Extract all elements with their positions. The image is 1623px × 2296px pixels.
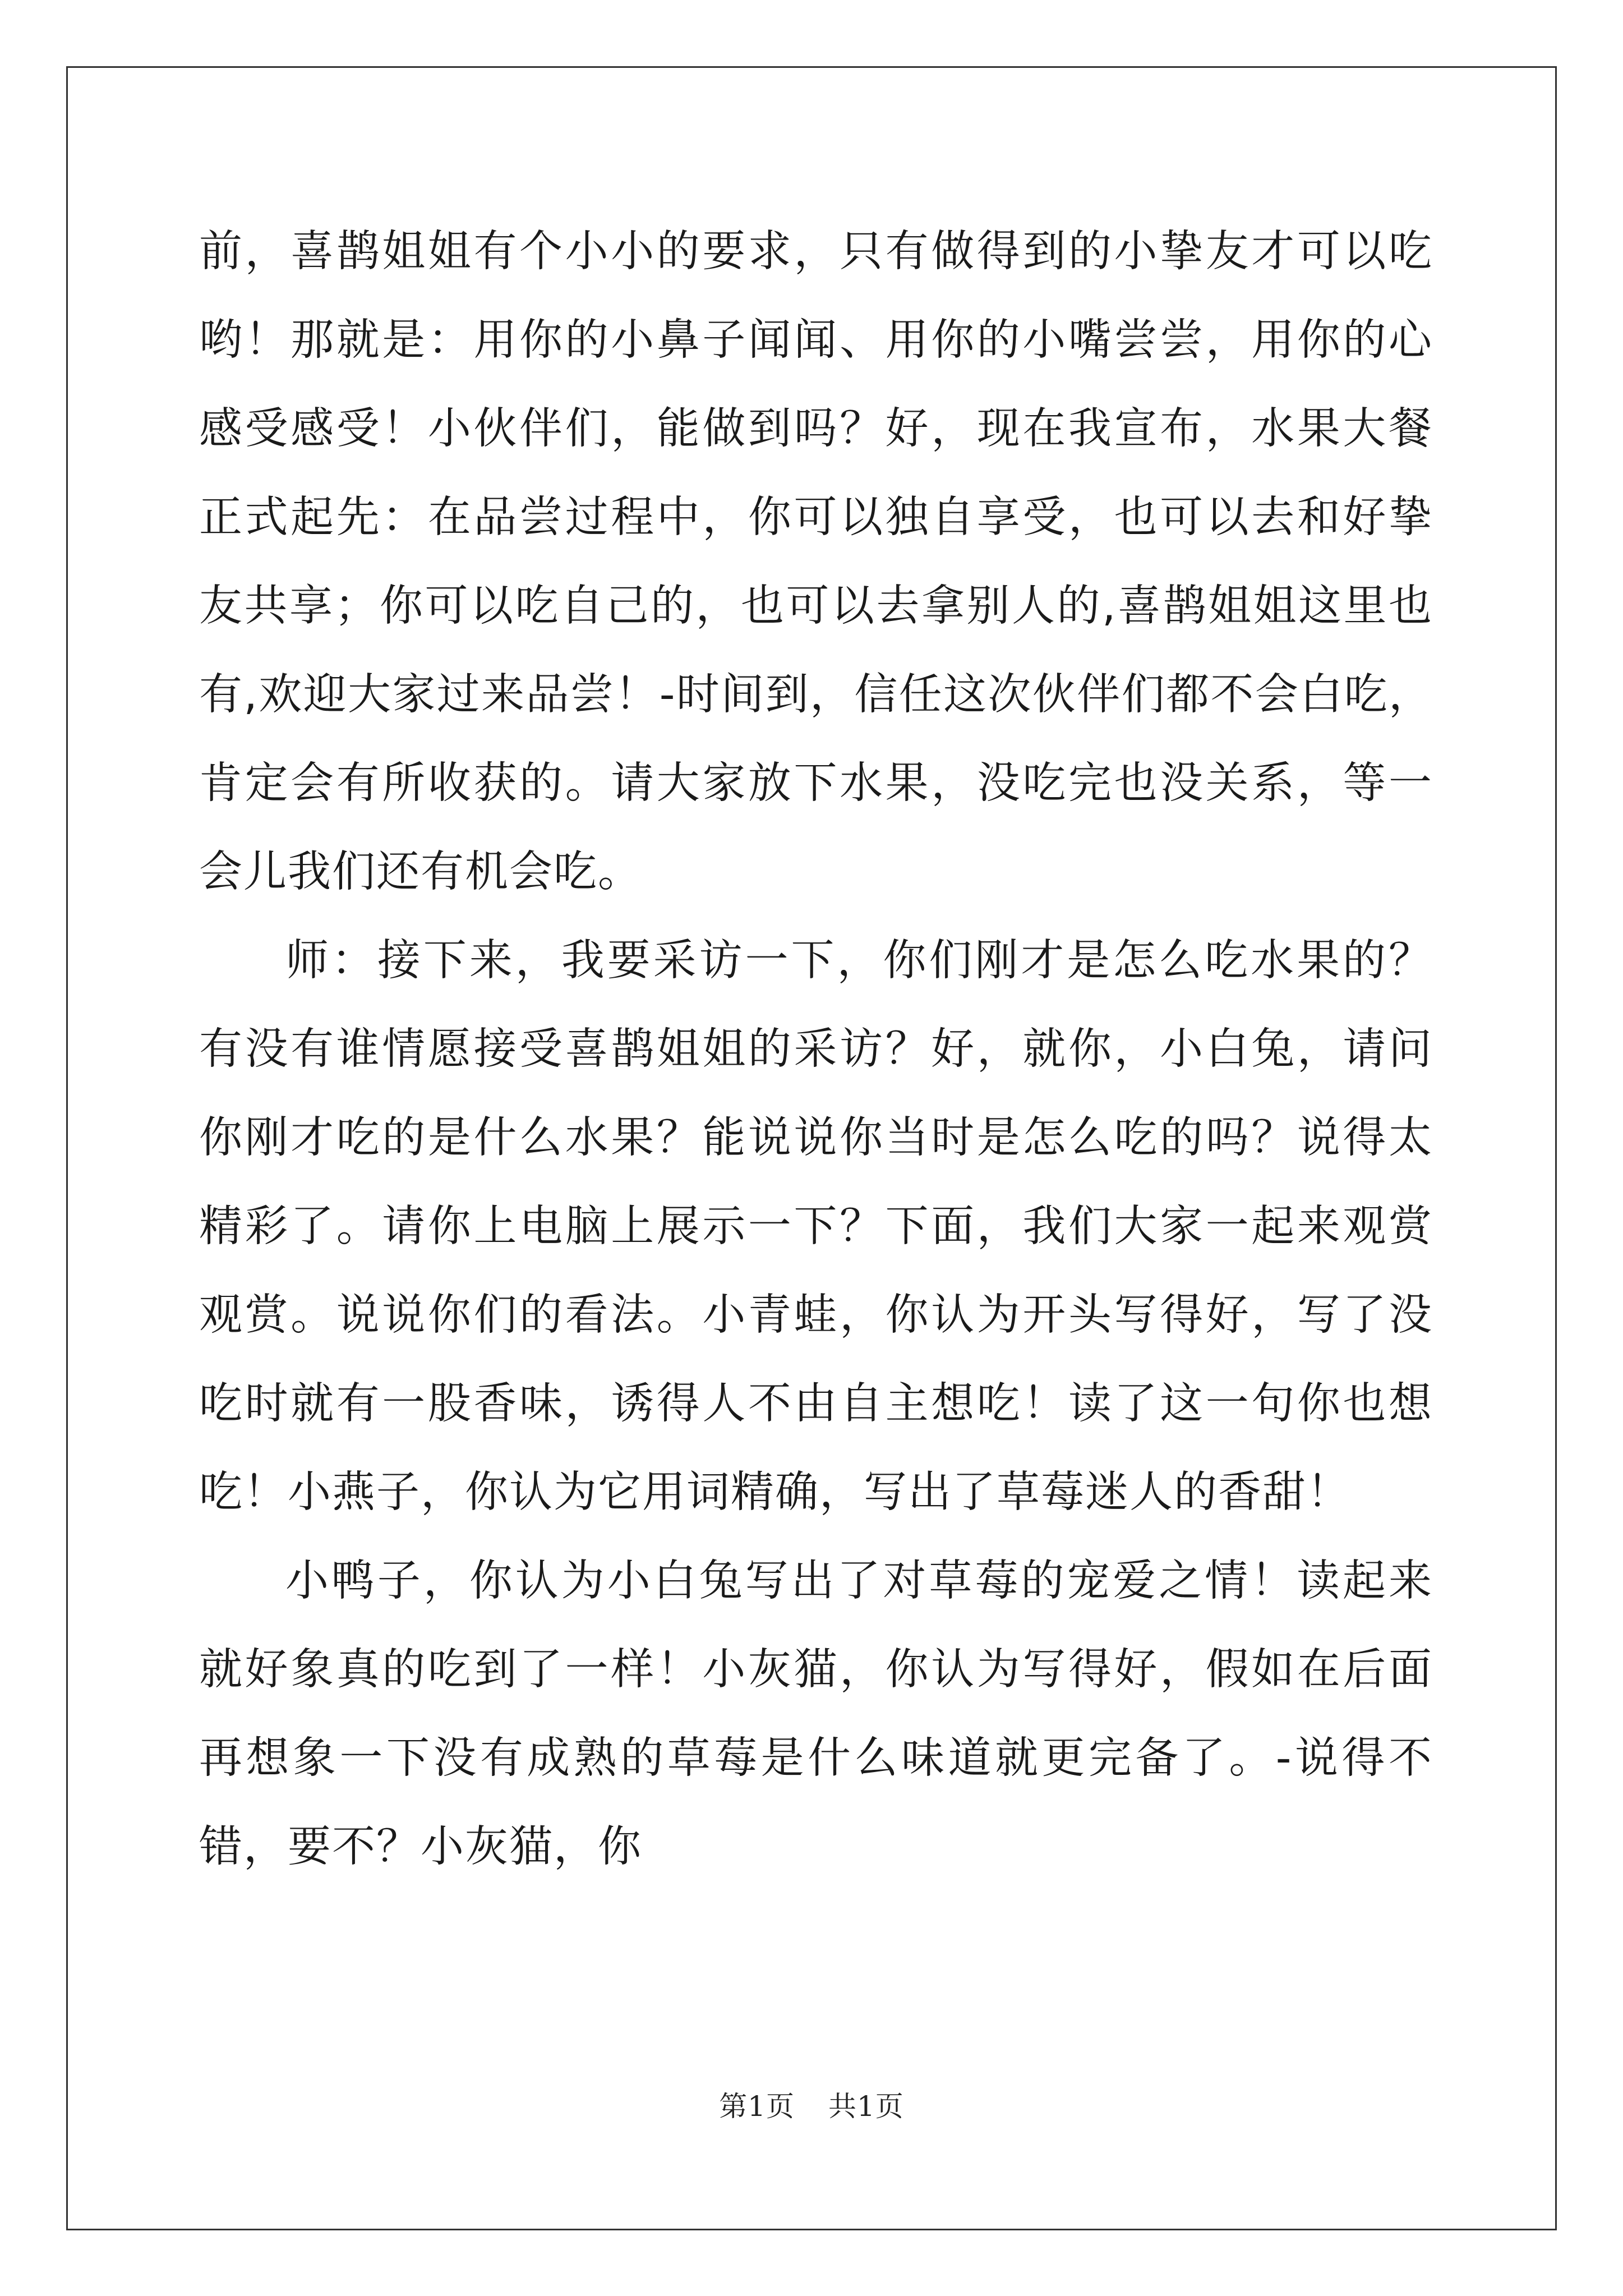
paragraph-2: 师：接下来，我要采访一下，你们刚才是怎么吃水果的？有没有谁情愿接受喜鹊姐姐的采访？好，就你，小白兔，请问你刚才吃的是什么水果？能说说你当时是怎么吃的吗？说得太精彩了。请你上电脑上展示一下？下面，我们大家一起来观赏观赏。说说你们的看法。小青蛙，你认为开头写得好，写了没吃时就有一股香味，诱得人不由自主想吃！读了这一句你也想吃！小燕子，你认为它用词精确，写出了草莓迷人的香甜！	[199, 936, 1433, 1517]
page-number: 第1页	[719, 2090, 795, 2123]
paragraph-1: 前，喜鹊姐姐有个小小的要求，只有做得到的小挚友才可以吃哟！那就是：用你的小鼻子闻闻、用你的小嘴尝尝，用你的心感受感受！小伙伴们，能做到吗？好，现在我宣布，水果大餐正式起先：在品尝过程中，你可以独自享受，也可以去和好挚友共享；你可以吃自己的，也可以去拿别人的,喜鹊姐姐这里也有,欢迎大家过来品尝！-时间到，信任这次伙伴们都不会白吃，肯定会有所收获的。请大家放下水果，没吃完也没关系，等一会儿我们还有机会吃。	[199, 227, 1433, 897]
page-footer	[0, 2084, 1623, 2124]
paragraph-3: 小鸭子，你认为小白兔写出了对草莓的宠爱之情！读起来就好象真的吃到了一样！小灰猫，你认为写得好，假如在后面再想象一下没有成熟的草莓是什么味道就更完备了。-说得不错，要不？小灰猫，你	[199, 1556, 1433, 1872]
document-body	[199, 208, 1433, 1892]
page-total: 共1页	[828, 2090, 904, 2123]
